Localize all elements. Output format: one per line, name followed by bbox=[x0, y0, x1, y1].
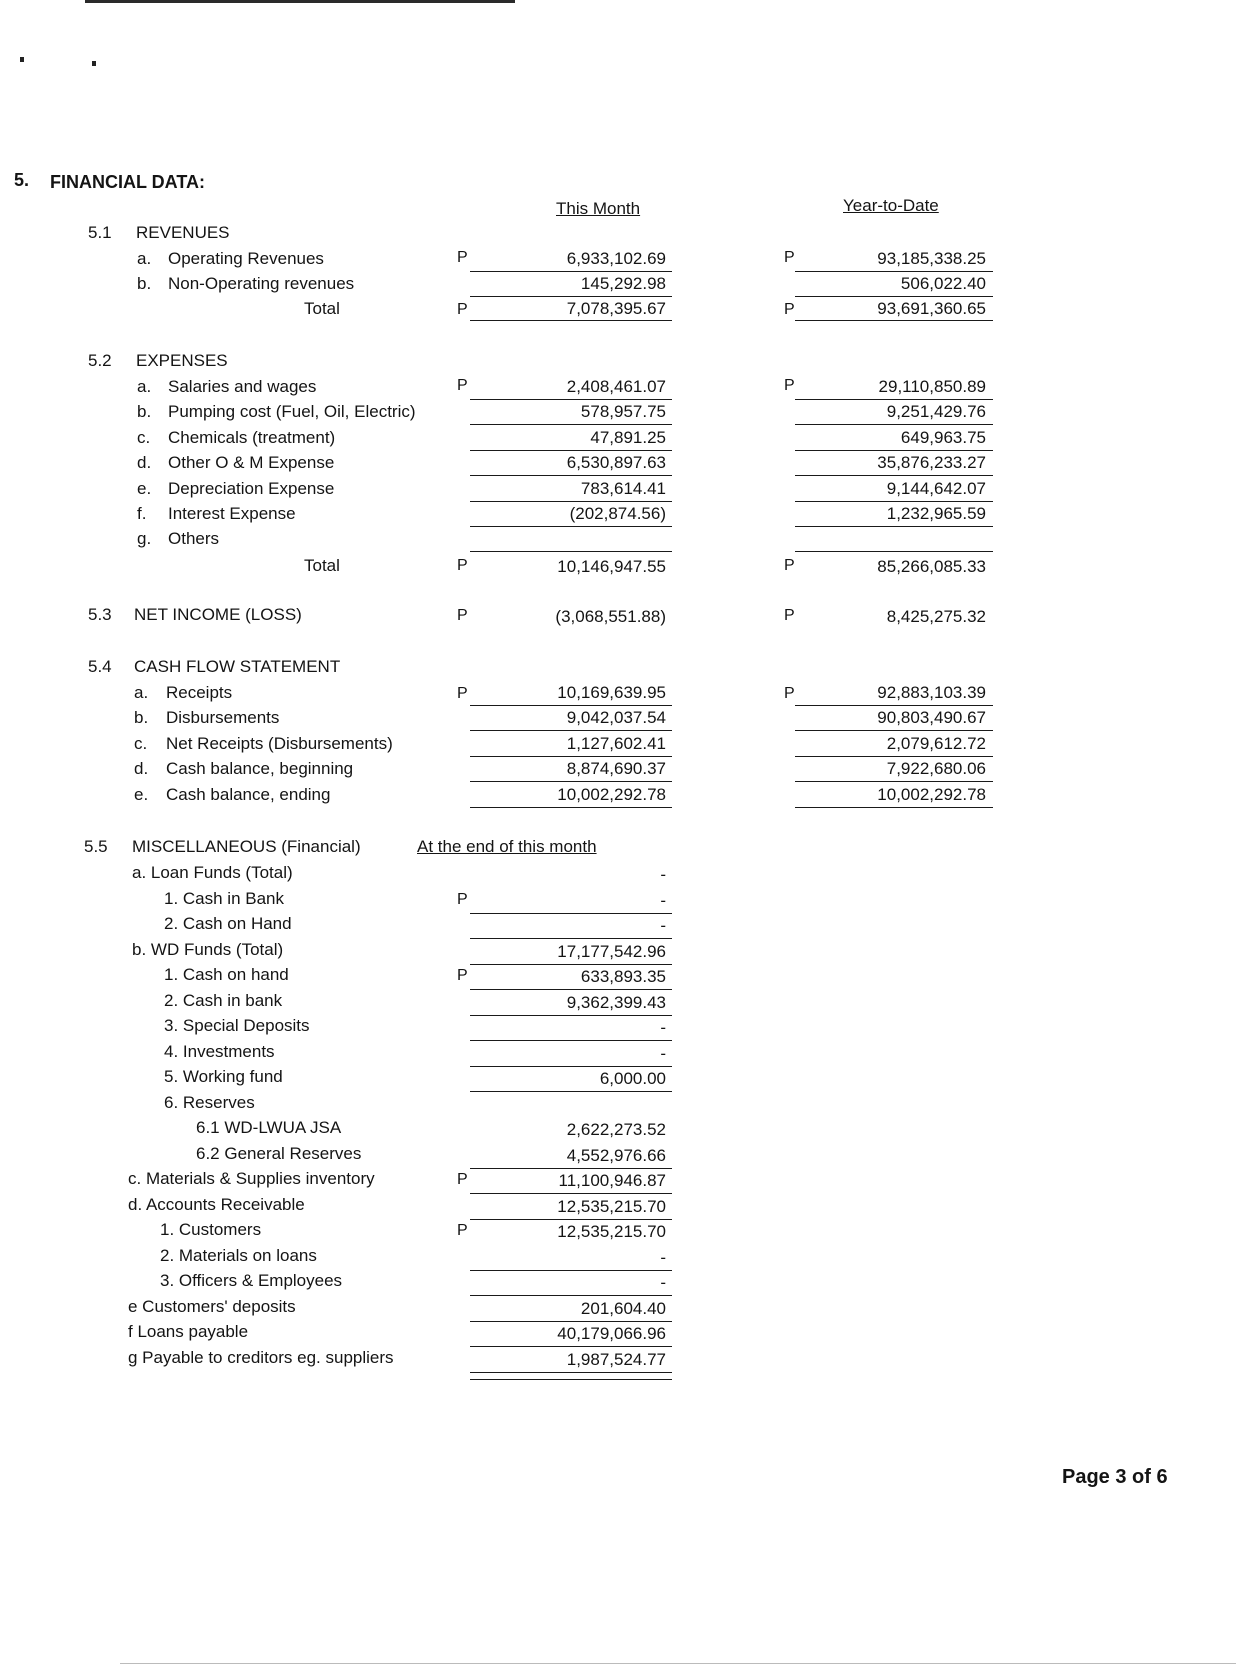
cash-flow-ytd-value: 92,883,103.39 bbox=[877, 683, 986, 702]
net-income-number: 5.3 bbox=[88, 605, 112, 624]
underline-rule bbox=[470, 1219, 672, 1220]
underline-rule bbox=[470, 475, 672, 476]
misc-item-value: - bbox=[660, 1018, 666, 1037]
peso-sign: P bbox=[457, 301, 468, 318]
cash-flow-month-value: 10,169,639.95 bbox=[557, 683, 666, 702]
net-income-label: NET INCOME (LOSS) bbox=[134, 605, 302, 624]
cash-flow-label: Cash balance, beginning bbox=[166, 759, 354, 779]
misc-item-label: g Payable to creditors eg. suppliers bbox=[128, 1347, 394, 1367]
revenue-label: Non-Operating revenues bbox=[168, 274, 355, 293]
cash-flow-month-value: 8,874,690.37 bbox=[566, 759, 666, 779]
underline-rule bbox=[470, 1091, 672, 1092]
expense-letter: f. bbox=[137, 504, 147, 523]
underline-rule bbox=[795, 450, 993, 451]
misc-item-value: 201,604.40 bbox=[580, 1298, 666, 1318]
peso-sign: P bbox=[784, 607, 795, 624]
misc-item-label: 1. Cash in Bank bbox=[164, 888, 285, 908]
misc-item-label: e Customers' deposits bbox=[128, 1296, 296, 1316]
underline-rule bbox=[470, 989, 672, 990]
cash-flow-month-value: 9,042,037.54 bbox=[566, 708, 666, 728]
peso-sign: P bbox=[457, 607, 468, 624]
peso-sign: P bbox=[784, 557, 795, 574]
expense-month-value: 783,614.41 bbox=[580, 478, 666, 498]
misc-item-label: 6.2 General Reserves bbox=[196, 1143, 362, 1163]
peso-sign: P bbox=[784, 301, 795, 318]
expense-ytd-value: 9,144,642.07 bbox=[886, 478, 986, 498]
underline-rule bbox=[470, 1040, 672, 1041]
peso-sign: P bbox=[457, 1171, 468, 1188]
expenses-total-label: Total bbox=[304, 556, 340, 575]
underline-rule bbox=[470, 1168, 672, 1169]
revenue-ytd-value: 93,185,338.25 bbox=[877, 249, 986, 268]
underline-rule bbox=[795, 501, 993, 502]
net-income-ytd: 8,425,275.32 bbox=[886, 607, 986, 626]
expense-label: Pumping cost (Fuel, Oil, Electric) bbox=[168, 402, 416, 422]
revenue-label: Operating Revenues bbox=[168, 249, 324, 268]
peso-sign: P bbox=[457, 685, 468, 702]
net-income-month: (3,068,551.88) bbox=[555, 607, 666, 626]
misc-item-label: 6.1 WD-LWUA JSA bbox=[196, 1118, 342, 1137]
misc-item-label: 2. Cash on Hand bbox=[164, 914, 292, 933]
misc-item-value: 40,179,066.96 bbox=[557, 1324, 666, 1343]
underline-rule bbox=[470, 1372, 672, 1373]
misc-title: MISCELLANEOUS (Financial) bbox=[132, 837, 361, 856]
misc-number: 5.5 bbox=[84, 837, 108, 856]
cash-flow-ytd-value: 10,002,292.78 bbox=[877, 784, 986, 804]
scan-mark bbox=[20, 57, 24, 62]
expense-month-value: 47,891.25 bbox=[590, 427, 666, 447]
revenue-month-value: 6,933,102.69 bbox=[566, 249, 666, 268]
underline-rule bbox=[470, 1379, 672, 1380]
expenses-title: EXPENSES bbox=[136, 351, 228, 370]
underline-rule bbox=[470, 938, 672, 939]
expense-ytd-value: 29,110,850.89 bbox=[878, 377, 986, 396]
peso-sign: P bbox=[457, 890, 468, 908]
misc-item-label: 6. Reserves bbox=[164, 1092, 255, 1112]
column-header-end-of-month: At the end of this month bbox=[417, 837, 597, 856]
underline-rule bbox=[470, 1270, 672, 1271]
cash-flow-letter: a. bbox=[134, 683, 149, 702]
underline-rule bbox=[470, 551, 672, 552]
revenues-title: REVENUES bbox=[136, 223, 230, 242]
peso-sign: P bbox=[457, 377, 468, 394]
expense-label: Other O & M Expense bbox=[168, 453, 335, 473]
revenues-total-month: 7,078,395.67 bbox=[566, 299, 666, 318]
misc-item-label: 1. Cash on hand bbox=[164, 965, 289, 984]
underline-rule bbox=[795, 551, 993, 552]
expense-label: Salaries and wages bbox=[168, 377, 317, 396]
top-rule bbox=[85, 0, 515, 3]
expense-month-value: 2,408,461.07 bbox=[566, 377, 666, 396]
cash-flow-ytd-value: 90,803,490.67 bbox=[877, 708, 986, 728]
underline-rule bbox=[795, 756, 993, 757]
column-header-ytd: Year-to-Date bbox=[843, 196, 939, 215]
underline-rule bbox=[470, 756, 672, 757]
underline-rule bbox=[795, 296, 993, 297]
expense-letter: b. bbox=[137, 402, 152, 422]
cash-flow-letter: b. bbox=[134, 708, 149, 728]
misc-item-value: 11,100,946.87 bbox=[558, 1171, 666, 1190]
underline-rule bbox=[795, 424, 993, 425]
misc-item-value: 9,362,399.43 bbox=[566, 992, 666, 1012]
cash-flow-letter: c. bbox=[134, 733, 148, 753]
underline-rule bbox=[470, 526, 672, 527]
misc-item-label: c. Materials & Supplies inventory bbox=[128, 1169, 375, 1188]
misc-item-value: 12,535,215.70 bbox=[557, 1196, 666, 1216]
underline-rule bbox=[470, 1295, 672, 1296]
underline-rule bbox=[470, 424, 672, 425]
expense-ytd-value: 1,232,965.59 bbox=[886, 504, 986, 523]
underline-rule bbox=[795, 526, 993, 527]
expense-label: Chemicals (treatment) bbox=[168, 427, 336, 447]
misc-item-label: a. Loan Funds (Total) bbox=[132, 863, 293, 882]
misc-item-label: d. Accounts Receivable bbox=[128, 1194, 305, 1214]
page-number: Page 3 of 6 bbox=[1062, 1466, 1168, 1488]
section-number: 5. bbox=[14, 170, 30, 190]
underline-rule bbox=[470, 1346, 672, 1347]
underline-rule bbox=[470, 705, 672, 706]
cash-flow-month-value: 1,127,602.41 bbox=[566, 733, 666, 753]
misc-item-value: 12,535,215.70 bbox=[557, 1222, 666, 1241]
misc-item-value: - bbox=[660, 1043, 666, 1063]
peso-sign: P bbox=[784, 377, 795, 394]
scan-mark bbox=[92, 61, 96, 66]
misc-item-value: - bbox=[660, 890, 666, 910]
misc-item-label: b. WD Funds (Total) bbox=[132, 939, 284, 959]
underline-rule bbox=[470, 1066, 672, 1067]
misc-item-value: 17,177,542.96 bbox=[557, 941, 666, 961]
cash-flow-ytd-value: 2,079,612.72 bbox=[886, 733, 986, 753]
underline-rule bbox=[470, 1015, 672, 1016]
misc-item-label: 3. Special Deposits bbox=[164, 1016, 310, 1035]
expenses-total-ytd: 85,266,085.33 bbox=[877, 557, 986, 576]
expense-label: Others bbox=[168, 529, 220, 549]
revenues-number: 5.1 bbox=[88, 223, 112, 242]
underline-rule bbox=[470, 1193, 672, 1194]
underline-rule bbox=[795, 730, 993, 731]
revenues-total-label: Total bbox=[304, 299, 340, 318]
bottom-rule bbox=[120, 1663, 1236, 1664]
expenses-total-month: 10,146,947.55 bbox=[557, 557, 666, 576]
misc-item-label: 3. Officers & Employees bbox=[160, 1271, 343, 1290]
peso-sign: P bbox=[784, 249, 795, 266]
cash-flow-letter: e. bbox=[134, 784, 149, 804]
peso-sign: P bbox=[457, 967, 468, 984]
cash-flow-letter: d. bbox=[134, 759, 149, 779]
misc-item-label: 2. Cash in bank bbox=[164, 990, 283, 1010]
revenue-ytd-value: 506,022.40 bbox=[900, 274, 986, 293]
cash-flow-label: Cash balance, ending bbox=[166, 784, 331, 804]
section-title: FINANCIAL DATA: bbox=[50, 172, 205, 192]
expense-month-value: 6,530,897.63 bbox=[566, 453, 666, 473]
underline-rule bbox=[470, 320, 672, 321]
underline-rule bbox=[470, 450, 672, 451]
cash-flow-month-value: 10,002,292.78 bbox=[557, 784, 666, 804]
misc-item-value: - bbox=[660, 865, 666, 884]
peso-sign: P bbox=[457, 1222, 468, 1239]
misc-item-label: 1. Customers bbox=[160, 1220, 262, 1239]
underline-rule bbox=[795, 781, 993, 782]
expense-ytd-value: 35,876,233.27 bbox=[877, 453, 986, 473]
underline-rule bbox=[470, 730, 672, 731]
cash-flow-ytd-value: 7,922,680.06 bbox=[886, 759, 986, 779]
misc-item-value: 6,000.00 bbox=[599, 1069, 666, 1088]
expense-label: Depreciation Expense bbox=[168, 478, 335, 498]
underline-rule bbox=[470, 271, 672, 272]
underline-rule bbox=[470, 501, 672, 502]
misc-item-value: 1,987,524.77 bbox=[566, 1349, 666, 1369]
underline-rule bbox=[470, 781, 672, 782]
cash-flow-label: Receipts bbox=[166, 683, 233, 702]
peso-sign: P bbox=[457, 557, 468, 574]
cash-flow-title: CASH FLOW STATEMENT bbox=[134, 657, 341, 676]
expense-month-value: (202,874.56) bbox=[569, 504, 666, 523]
peso-sign: P bbox=[457, 249, 468, 266]
revenue-letter: a. bbox=[137, 249, 152, 268]
underline-rule bbox=[795, 320, 993, 321]
expense-label: Interest Expense bbox=[168, 504, 296, 523]
expense-letter: e. bbox=[137, 478, 152, 498]
underline-rule bbox=[795, 399, 993, 400]
revenue-letter: b. bbox=[137, 274, 152, 293]
misc-item-value: - bbox=[660, 1247, 666, 1267]
misc-item-value: 633,893.35 bbox=[580, 967, 666, 986]
expenses-number: 5.2 bbox=[88, 351, 112, 370]
underline-rule bbox=[470, 964, 672, 965]
misc-item-value: 2,622,273.52 bbox=[566, 1120, 666, 1139]
column-header-this-month: This Month bbox=[556, 199, 641, 218]
misc-item-label: 5. Working fund bbox=[164, 1067, 283, 1086]
underline-rule bbox=[795, 807, 993, 808]
misc-item-value: - bbox=[660, 916, 666, 935]
cash-flow-number: 5.4 bbox=[88, 657, 112, 676]
expense-letter: a. bbox=[137, 377, 152, 396]
cash-flow-label: Disbursements bbox=[166, 708, 280, 728]
underline-rule bbox=[795, 475, 993, 476]
misc-item-label: 2. Materials on loans bbox=[160, 1245, 317, 1265]
underline-rule bbox=[470, 399, 672, 400]
misc-item-value: - bbox=[660, 1273, 666, 1292]
expense-letter: d. bbox=[137, 453, 152, 473]
misc-item-value: 4,552,976.66 bbox=[566, 1145, 666, 1165]
expense-ytd-value: 9,251,429.76 bbox=[886, 402, 986, 422]
underline-rule bbox=[470, 913, 672, 914]
revenue-month-value: 145,292.98 bbox=[580, 274, 666, 293]
underline-rule bbox=[795, 705, 993, 706]
misc-item-label: f Loans payable bbox=[128, 1322, 249, 1341]
expense-ytd-value: 649,963.75 bbox=[900, 427, 986, 447]
underline-rule bbox=[795, 271, 993, 272]
underline-rule bbox=[470, 807, 672, 808]
revenues-total-ytd: 93,691,360.65 bbox=[877, 299, 986, 318]
cash-flow-label: Net Receipts (Disbursements) bbox=[166, 733, 393, 753]
underline-rule bbox=[470, 1321, 672, 1322]
underline-rule bbox=[470, 296, 672, 297]
misc-item-label: 4. Investments bbox=[164, 1041, 275, 1061]
expense-letter: g. bbox=[137, 529, 152, 549]
expense-month-value: 578,957.75 bbox=[580, 402, 666, 422]
expense-letter: c. bbox=[137, 427, 151, 447]
peso-sign: P bbox=[784, 685, 795, 702]
